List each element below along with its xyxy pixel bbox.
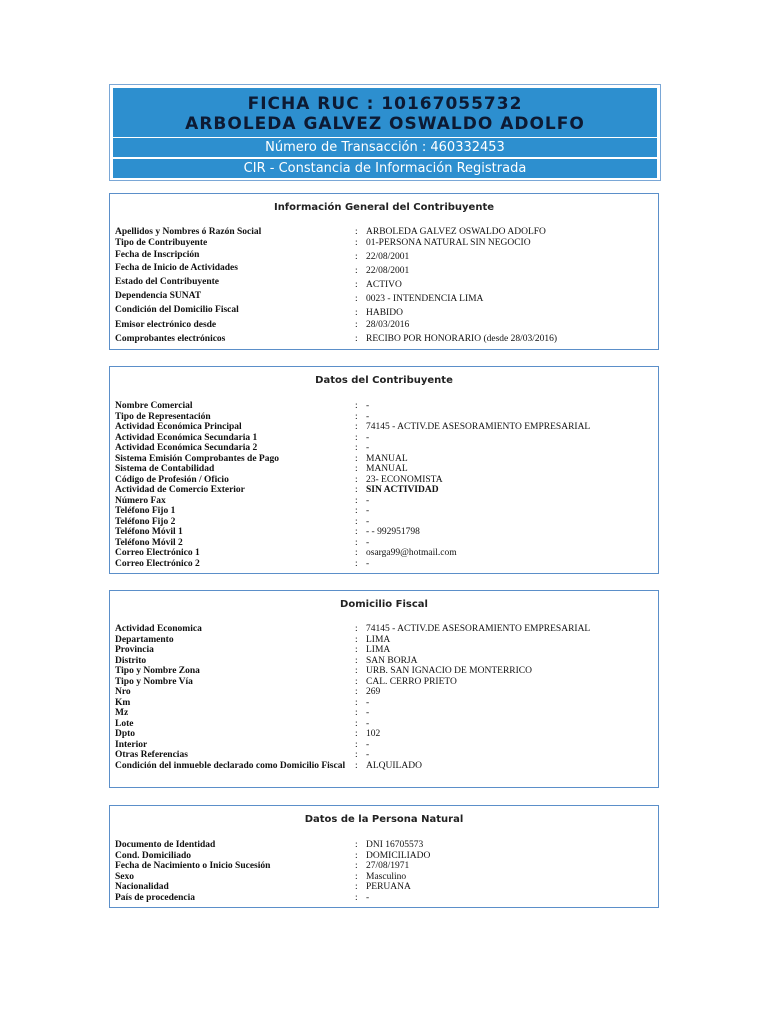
field-label: Sistema Emisión Comprobantes de Pago — [115, 453, 279, 464]
field-label: Emisor electrónico desde — [115, 320, 217, 330]
colon-separator: : — [355, 537, 358, 548]
field-label: Fecha de Nacimiento o Inicio Sucesión — [115, 861, 271, 871]
colon-separator: : — [355, 666, 358, 676]
colon-separator: : — [355, 645, 358, 655]
field-value: - - 992951798 — [366, 527, 420, 537]
field-label: Departamento — [115, 634, 174, 645]
field-label: Actividad de Comercio Exterior — [115, 485, 245, 495]
field-value: LIMA — [366, 634, 391, 645]
cir-subtitle: CIR - Constancia de Información Registrada — [113, 158, 657, 178]
field-label: Cond. Domiciliado — [115, 850, 192, 861]
field-value: - — [366, 537, 370, 548]
field-value: 23- ECONOMISTA — [366, 474, 443, 485]
colon-separator: : — [355, 474, 358, 485]
field-label: Documento de Identidad — [115, 840, 216, 850]
field-value: 01-PERSONA NATURAL SIN NEGOCIO — [366, 238, 531, 248]
colon-separator: : — [355, 760, 358, 771]
field-label: Interior — [115, 739, 148, 750]
colon-separator: : — [355, 718, 358, 729]
field-value: - — [366, 432, 370, 443]
ruc-header — [109, 84, 661, 181]
colon-separator: : — [355, 892, 358, 903]
field-label: Teléfono Móvil 1 — [115, 527, 183, 537]
section-title: Información General del Contribuyente — [273, 202, 495, 213]
colon-separator: : — [355, 485, 358, 495]
field-value: 74145 - ACTIV.DE ASESORAMIENTO EMPRESARIAL — [366, 422, 591, 432]
colon-separator: : — [355, 634, 358, 645]
colon-separator: : — [355, 624, 358, 634]
section-title: Domicilio Fiscal — [340, 599, 428, 610]
colon-separator: : — [355, 334, 358, 344]
colon-separator: : — [355, 861, 358, 871]
field-label: Actividad Economica — [115, 624, 202, 634]
field-label: País de procedencia — [115, 892, 196, 903]
field-label: Tipo de Representación — [115, 411, 211, 422]
field-value: osarga99@hotmail.com — [366, 548, 457, 558]
field-value: URB. SAN IGNACIO DE MONTERRICO — [366, 666, 532, 676]
colon-separator: : — [355, 850, 358, 861]
field-label: Provincia — [115, 645, 154, 655]
field-label: Mz — [115, 708, 129, 718]
colon-separator: : — [355, 708, 358, 718]
colon-separator: : — [355, 432, 358, 443]
colon-separator: : — [355, 443, 358, 453]
field-value: Masculino — [366, 871, 407, 882]
field-label: Fecha de Inscripción — [115, 250, 200, 260]
colon-separator: : — [355, 227, 358, 237]
colon-separator: : — [355, 516, 358, 527]
field-label: Condición del Domicilio Fiscal — [115, 305, 239, 315]
field-value: 102 — [366, 729, 381, 739]
field-label: Tipo y Nombre Zona — [115, 666, 200, 676]
field-value: DOMICILIADO — [366, 850, 431, 861]
field-label: Dpto — [115, 729, 136, 739]
field-value: LIMA — [366, 645, 391, 655]
colon-separator: : — [355, 308, 358, 318]
colon-separator: : — [355, 750, 358, 760]
field-label: Apellidos y Nombres ó Razón Social — [115, 227, 262, 237]
field-value: ALQUILADO — [366, 760, 422, 771]
field-value: PERUANA — [366, 882, 411, 892]
field-value: - — [366, 401, 370, 411]
colon-separator: : — [355, 697, 358, 708]
colon-separator: : — [355, 558, 358, 569]
field-value: MANUAL — [366, 464, 408, 474]
field-value: 22/08/2001 — [366, 252, 410, 262]
field-label: Otras Referencias — [115, 750, 188, 760]
field-value: SIN ACTIVIDAD — [366, 485, 439, 495]
ruc-title-block — [113, 88, 657, 137]
field-value: 28/03/2016 — [366, 320, 410, 330]
section-title: Datos del Contribuyente — [315, 375, 453, 386]
colon-separator: : — [355, 266, 358, 276]
colon-separator: : — [355, 495, 358, 506]
field-label: Lote — [115, 718, 134, 729]
field-value: - — [366, 443, 370, 453]
ruc-number-title: FICHA RUC : 10167055732 — [247, 94, 523, 114]
general-info-section — [109, 193, 659, 350]
field-label: Actividad Económica Principal — [115, 422, 242, 432]
field-value: CAL. CERRO PRIETO — [366, 676, 457, 687]
colon-separator: : — [355, 252, 358, 262]
field-value: - — [366, 697, 370, 708]
colon-separator: : — [355, 882, 358, 892]
field-label: Condición del inmueble declarado como Domicilio Fiscal — [115, 760, 346, 771]
field-label: Teléfono Móvil 2 — [115, 537, 183, 548]
field-value: SAN BORJA — [366, 655, 418, 666]
colon-separator: : — [355, 739, 358, 750]
colon-separator: : — [355, 729, 358, 739]
field-value: ARBOLEDA GALVEZ OSWALDO ADOLFO — [366, 227, 546, 237]
field-label: Tipo y Nombre Vía — [115, 676, 193, 687]
field-value: - — [366, 495, 370, 506]
field-value: 22/08/2001 — [366, 266, 410, 276]
field-label: Estado del Contribuyente — [115, 277, 219, 287]
field-label: Teléfono Fijo 2 — [115, 516, 176, 527]
field-value: 27/08/1971 — [366, 861, 410, 871]
field-value: - — [366, 506, 370, 516]
colon-separator: : — [355, 294, 358, 304]
natural-person-section — [109, 805, 659, 908]
field-value: RECIBO POR HONORARIO (desde 28/03/2016) — [366, 334, 558, 344]
field-label: Fecha de Inicio de Actividades — [115, 263, 238, 273]
colon-separator: : — [355, 238, 358, 248]
field-label: Actividad Económica Secundaria 2 — [115, 443, 258, 453]
field-label: Distrito — [115, 655, 147, 666]
taxpayer-data-section — [109, 366, 659, 574]
colon-separator: : — [355, 655, 358, 666]
colon-separator: : — [355, 676, 358, 687]
field-label: Teléfono Fijo 1 — [115, 506, 176, 516]
field-label: Correo Electrónico 1 — [115, 548, 200, 558]
field-value: 269 — [366, 687, 381, 697]
field-label: Nacionalidad — [115, 882, 169, 892]
colon-separator: : — [355, 548, 358, 558]
field-value: DNI 16705573 — [366, 840, 424, 850]
field-value: MANUAL — [366, 453, 408, 464]
field-value: - — [366, 516, 370, 527]
colon-separator: : — [355, 280, 358, 290]
field-value: ACTIVO — [366, 280, 402, 290]
field-label: Código de Profesión / Oficio — [115, 474, 229, 485]
field-value: - — [366, 750, 370, 760]
field-label: Nombre Comercial — [115, 401, 193, 411]
field-value: - — [366, 892, 370, 903]
colon-separator: : — [355, 411, 358, 422]
field-label: Km — [115, 697, 131, 708]
colon-separator: : — [355, 506, 358, 516]
field-value: - — [366, 739, 370, 750]
colon-separator: : — [355, 527, 358, 537]
section-title: Datos de la Persona Natural — [304, 814, 464, 825]
field-label: Sistema de Contabilidad — [115, 464, 215, 474]
field-value: - — [366, 718, 370, 729]
field-value: - — [366, 708, 370, 718]
field-label: Dependencia SUNAT — [115, 291, 202, 301]
field-value: - — [366, 558, 370, 569]
field-value: - — [366, 411, 370, 422]
colon-separator: : — [355, 401, 358, 411]
field-label: Sexo — [115, 871, 134, 882]
field-label: Comprobantes electrónicos — [115, 334, 226, 344]
fiscal-address-section — [109, 590, 659, 788]
field-label: Nro — [115, 687, 131, 697]
field-label: Tipo de Contribuyente — [115, 238, 208, 248]
field-label: Correo Electrónico 2 — [115, 558, 200, 569]
transaction-number: Número de Transacción : 460332453 — [113, 137, 657, 157]
colon-separator: : — [355, 464, 358, 474]
field-value: HABIDO — [366, 308, 403, 318]
field-value: 74145 - ACTIV.DE ASESORAMIENTO EMPRESARIAL — [366, 624, 591, 634]
field-value: 0023 - INTENDENCIA LIMA — [366, 294, 484, 304]
taxpayer-name-title: ARBOLEDA GALVEZ OSWALDO ADOLFO — [185, 114, 585, 134]
colon-separator: : — [355, 320, 358, 330]
field-label: Número Fax — [115, 495, 166, 506]
colon-separator: : — [355, 453, 358, 464]
colon-separator: : — [355, 422, 358, 432]
colon-separator: : — [355, 840, 358, 850]
field-label: Actividad Económica Secundaria 1 — [115, 432, 258, 443]
colon-separator: : — [355, 687, 358, 697]
colon-separator: : — [355, 871, 358, 882]
